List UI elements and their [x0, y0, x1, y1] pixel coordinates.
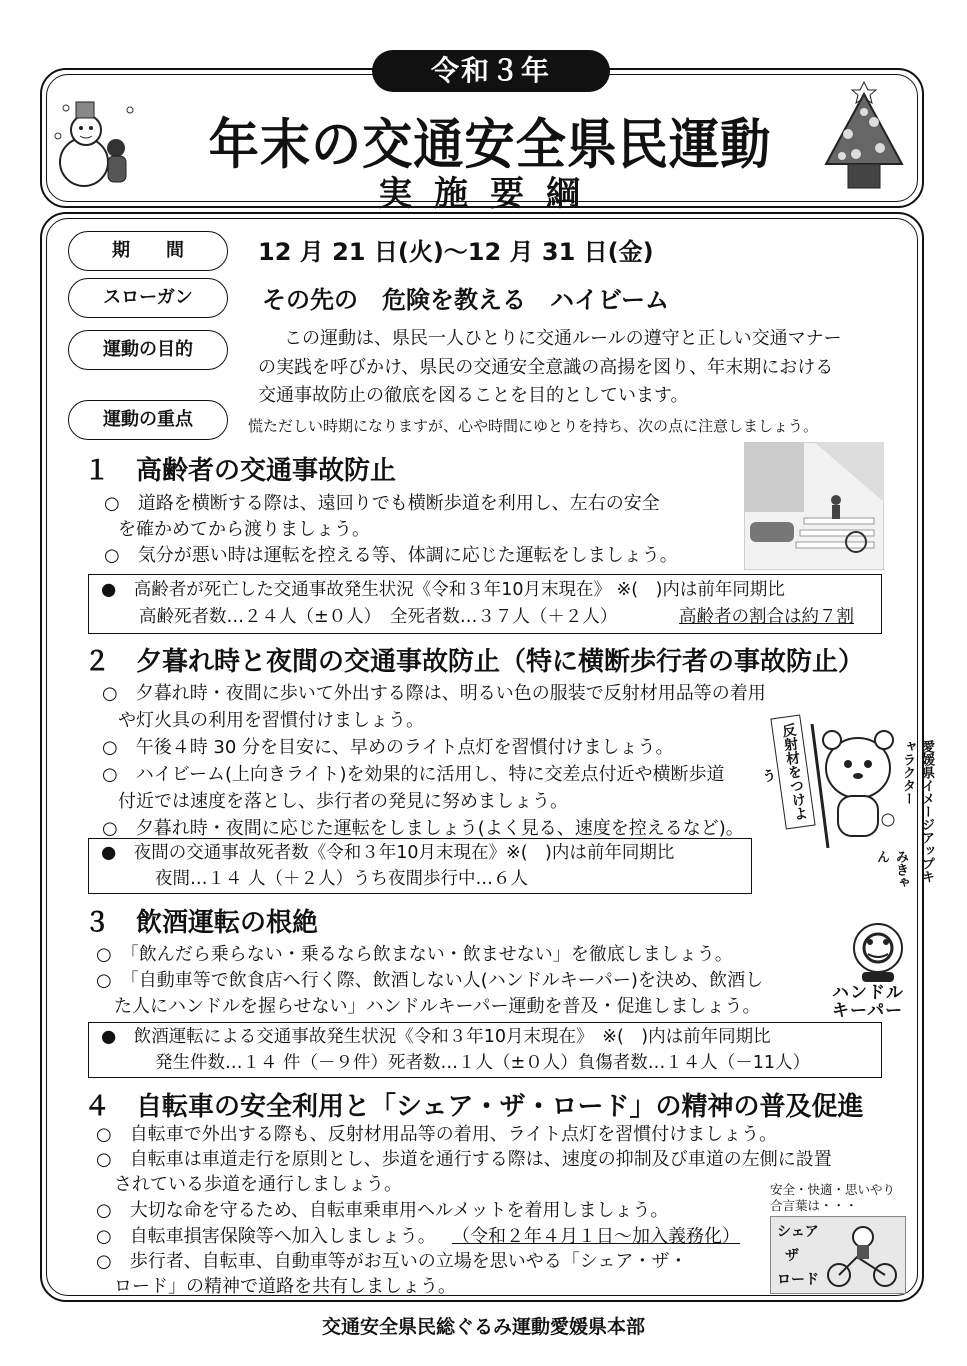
section-4-title: ４ 自転車の安全利用と「シェア・ザ・ロード」の精神の普及促進	[84, 1092, 864, 1122]
list-item: を確かめてから渡りましょう。	[118, 519, 370, 540]
share-caption-line: 安全・快適・思いやり	[770, 1182, 896, 1197]
purpose-line: 交通事故防止の徹底を図ることを目的としています。	[258, 385, 689, 406]
share-caption	[770, 1182, 895, 1214]
issuer-footer: 交通安全県民総ぐるみ運動愛媛県本部	[321, 1316, 645, 1338]
page-subtitle: 実施要綱	[378, 174, 602, 214]
purpose-line: の実践を呼びかけ、県民の交通安全意識の高揚を図り、年末期における	[258, 357, 834, 378]
list-item: ○ 歩行者、自転車、自動車等がお互いの立場を思いやる「シェア・ザ・	[96, 1251, 688, 1272]
stats-box-2	[88, 838, 752, 894]
logo-line: ハンドル	[832, 983, 904, 1003]
page-title: 年末の交通安全県民運動	[208, 113, 772, 176]
stat-line: ● 高齢者が死亡した交通事故発生状況《令和３年10月末現在》 ※( )内は前年同期比	[101, 580, 785, 600]
christmas-tree-illustration	[818, 74, 910, 196]
cyclist-icon	[825, 1223, 901, 1289]
list-item: ○ 「飲んだら乗らない・乗るなら飲まない・飲ませない」を徹底しましょう。	[96, 944, 733, 965]
tag-priority: 運動の重点	[68, 400, 228, 440]
logo-line: キーパー	[832, 1001, 904, 1021]
handle-keeper-mascot	[848, 920, 908, 984]
list-item: ロード」の精神で道路を共有しましょう。	[114, 1276, 456, 1297]
list-item: されている歩道を通行しましょう。	[114, 1174, 402, 1195]
year-badge: 令和３年	[372, 50, 610, 92]
list-item: た人にハンドルを握らせない」ハンドルキーパー運動を普及・促進しましょう。	[114, 996, 761, 1017]
stats-box-1	[88, 574, 882, 634]
list-item: ○ 自転車損害保険等へ加入しましょう。	[96, 1226, 436, 1247]
list-item: ○ 午後４時 30 分を目安に、早めのライト点灯を習慣付けましょう。	[102, 737, 674, 758]
list-item: ○ 夕暮れ時・夜間に応じた運転をしましょう(よく見る、速度を控えるなど)。	[102, 818, 744, 839]
list-item: ○ 気分が悪い時は運転を控える等、体調に応じた運転をしましょう。	[104, 545, 678, 566]
list-item: ○ 道路を横断する際は、遠回りでも横断歩道を利用し、左右の安全	[104, 493, 660, 514]
list-item: や灯火具の利用を習慣付けましょう。	[118, 710, 424, 731]
list-item: ○ 大切な命を守るため、自転車乗車用ヘルメットを着用しましょう。	[96, 1200, 669, 1221]
share-the-road-image	[770, 1216, 906, 1294]
tag-period: 期 間	[68, 231, 228, 271]
tag-purpose: 運動の目的	[68, 330, 228, 370]
section-1-title: １ 高齢者の交通事故防止	[84, 456, 397, 486]
stat-line: ● 飲酒運転による交通事故発生状況《令和３年10月末現在》 ※( )内は前年同期比	[101, 1027, 771, 1047]
list-item: ○ 自転車は車道走行を原則とし、歩道を通行する際は、速度の抑制及び車道の左側に設置	[96, 1149, 832, 1170]
share-word: シェア	[777, 1224, 819, 1240]
share-word: ロード	[777, 1272, 819, 1288]
mascot-caption: 愛媛県イメージアップキャラクター	[900, 740, 934, 883]
mikyan-mascot	[808, 724, 896, 848]
stat-highlight: 高齢者の割合は約７割	[679, 607, 854, 627]
slogan-value: その先の 危険を教える ハイビーム	[262, 286, 670, 314]
list-item: ○ 「自動車等で飲食店へ行く際、飲酒しない人(ハンドルキーパー)を決め、飲酒し	[96, 970, 764, 991]
stat-line: 夜間…１４ 人（＋２人）うち夜間歩行中…６人	[155, 869, 529, 889]
share-word: ザ	[785, 1248, 799, 1264]
section-3-title: ３ 飲酒運転の根絶	[84, 908, 319, 938]
stat-line: 発生件数…１４ 件（－９件）死者数…１人（±０人）負傷者数…１４人（－11人）	[155, 1053, 810, 1073]
mascot-name: みきゃん	[874, 850, 908, 889]
snowman-illustration	[52, 96, 142, 196]
reflector-flag: 反射材をつけよう	[770, 714, 815, 829]
handle-keeper-logo	[832, 984, 904, 1020]
period-value: 12 月 21 日(火)～12 月 31 日(金)	[258, 238, 654, 266]
crosswalk-illustration	[744, 442, 884, 570]
list-item: ○ 夕暮れ時・夜間に歩いて外出する際は、明るい色の服装で反射材用品等の着用	[102, 683, 766, 704]
list-item: ○ 自転車で外出する際も、反射材用品等の着用、ライト点灯を習慣付けましょう。	[96, 1124, 778, 1145]
share-caption-line: 合言葉は・・・	[770, 1198, 858, 1213]
section-2-title: ２ 夕暮れ時と夜間の交通事故防止（特に横断歩行者の事故防止）	[84, 647, 865, 677]
priority-intro: 慌ただしい時期になりますが、心や時間にゆとりを持ち、次の点に注意しましょう。	[248, 417, 819, 435]
list-item: ○ ハイビーム(上向きライト)を効果的に活用し、特に交差点付近や横断歩道	[102, 764, 725, 785]
tag-slogan: スローガン	[68, 278, 228, 318]
stats-box-3	[88, 1022, 882, 1078]
purpose-line: この運動は、県民一人ひとりに交通ルールの遵守と正しい交通マナー	[284, 328, 842, 349]
list-item: 付近では速度を落とし、歩行者の発見に努めましょう。	[118, 791, 568, 812]
insurance-mandatory-note: （令和２年４月１日～加入義務化）	[452, 1226, 740, 1247]
stat-line: 高齢死者数…２４人（±０人） 全死者数…３７人（＋２人）	[139, 607, 618, 627]
stat-line: ● 夜間の交通事故死者数《令和３年10月末現在》※( )内は前年同期比	[101, 843, 675, 863]
